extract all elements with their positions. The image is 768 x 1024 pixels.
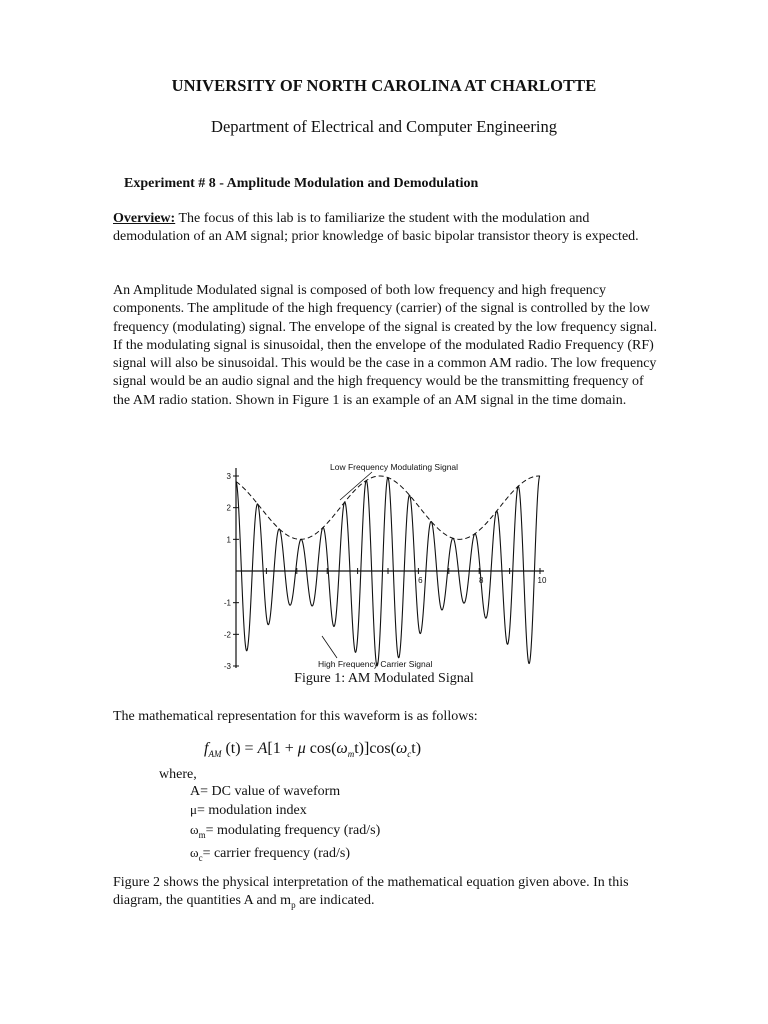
eq-t: (t) = [221,740,258,757]
y-tick-label: -3 [223,662,231,671]
am-description-paragraph: An Amplitude Modulated signal is composed of both low frequency and high frequency components. The amplitude of the high frequency (carrier) of the signal is controlled by the low frequency (modulating) signal. The envelope of the signal is created by the low frequency signal. If the modulating signal is sinusoidal, then the envelope of the modulated Radio Frequency (RF) signal will also be sinusoidal. This would be the case in a common AM radio. The low frequency signal would be an audio signal and the high frequency would be the transmitting frequency of the AM radio station. Shown in Figure 1 is an example of an AM signal in the time domain. [113,283,658,408]
overview-text: The focus of this lab is to familiarize the student with the modulation and demodulation of an AM signal; prior knowledge of basic bipolar transistor theory is expected. [113,211,639,245]
figure2-paragraph [113,874,658,914]
annotation-arrow-bottom [322,636,337,658]
y-tick-label: 2 [226,503,231,513]
def-wm-sub: m [198,829,206,840]
y-tick-label: -2 [223,630,231,640]
eq-wc-sub: c [407,749,412,760]
university-title: UNIVERSITY OF NORTH CAROLINA AT CHARLOTTE [171,76,597,95]
def-wc-sub: c [198,852,203,863]
def-wm-symbol: ω [190,821,199,837]
y-tick-label: 3 [226,472,231,481]
am-signal-chart [222,460,552,672]
def-omega-c [190,844,380,867]
eq-f-sub: AM [208,749,222,760]
x-tick-label: 8 [478,576,484,585]
eq-t3: t) [411,740,422,757]
where-label: where, [159,767,197,782]
annotation-low-frequency: Low Frequency Modulating Signal [330,462,459,472]
eq-cos2: cos( [369,740,396,757]
figure1-caption: Figure 1: AM Modulated Signal [294,671,474,686]
def-mu-symbol: μ [190,802,197,818]
variable-definitions [190,783,380,867]
def-wc-text: = carrier frequency (rad/s) [202,845,350,861]
overview-paragraph [113,210,658,247]
x-tick-label: 6 [418,576,423,585]
def-wc-symbol: ω [190,844,199,860]
am-signal-figure [222,460,552,672]
def-omega-m [190,821,380,844]
eq-f: f [204,740,209,757]
fig2-end: are indicated. [295,893,375,909]
fig2-sub: p [291,900,296,911]
fig2-text: Figure 2 shows the physical interpretation of the mathematical equation given above. In this diagram, the quantities A and m [113,875,629,909]
annotation-high-frequency: High Frequency Carrier Signal [318,659,433,669]
y-tick-label: -1 [223,598,231,608]
overview-lead: Overview: [113,211,176,226]
eq-t2: t)] [354,740,370,757]
experiment-title: Experiment # 8 - Amplitude Modulation and Demodulation [124,176,479,191]
y-tick-label: 1 [226,535,231,545]
def-a: A= DC value of waveform [190,784,341,799]
eq-bracket: [1 + [267,740,298,757]
eq-a: A [257,740,268,757]
eq-cos1: cos( [305,740,337,757]
x-tick-label: 10 [537,576,547,585]
am-equation [204,740,421,759]
eq-mu: μ [297,740,306,757]
math-intro: The mathematical representation for this waveform is as follows: [113,709,478,724]
def-wm-text: = modulating frequency (rad/s) [205,822,381,838]
department-title: Department of Electrical and Computer Engineering [211,117,557,136]
def-mu [190,801,380,820]
def-mu-text: = modulation index [196,803,307,819]
eq-omega-c: ω [395,740,408,757]
eq-wm-sub: m [347,749,355,760]
eq-omega-m: ω [336,740,348,757]
